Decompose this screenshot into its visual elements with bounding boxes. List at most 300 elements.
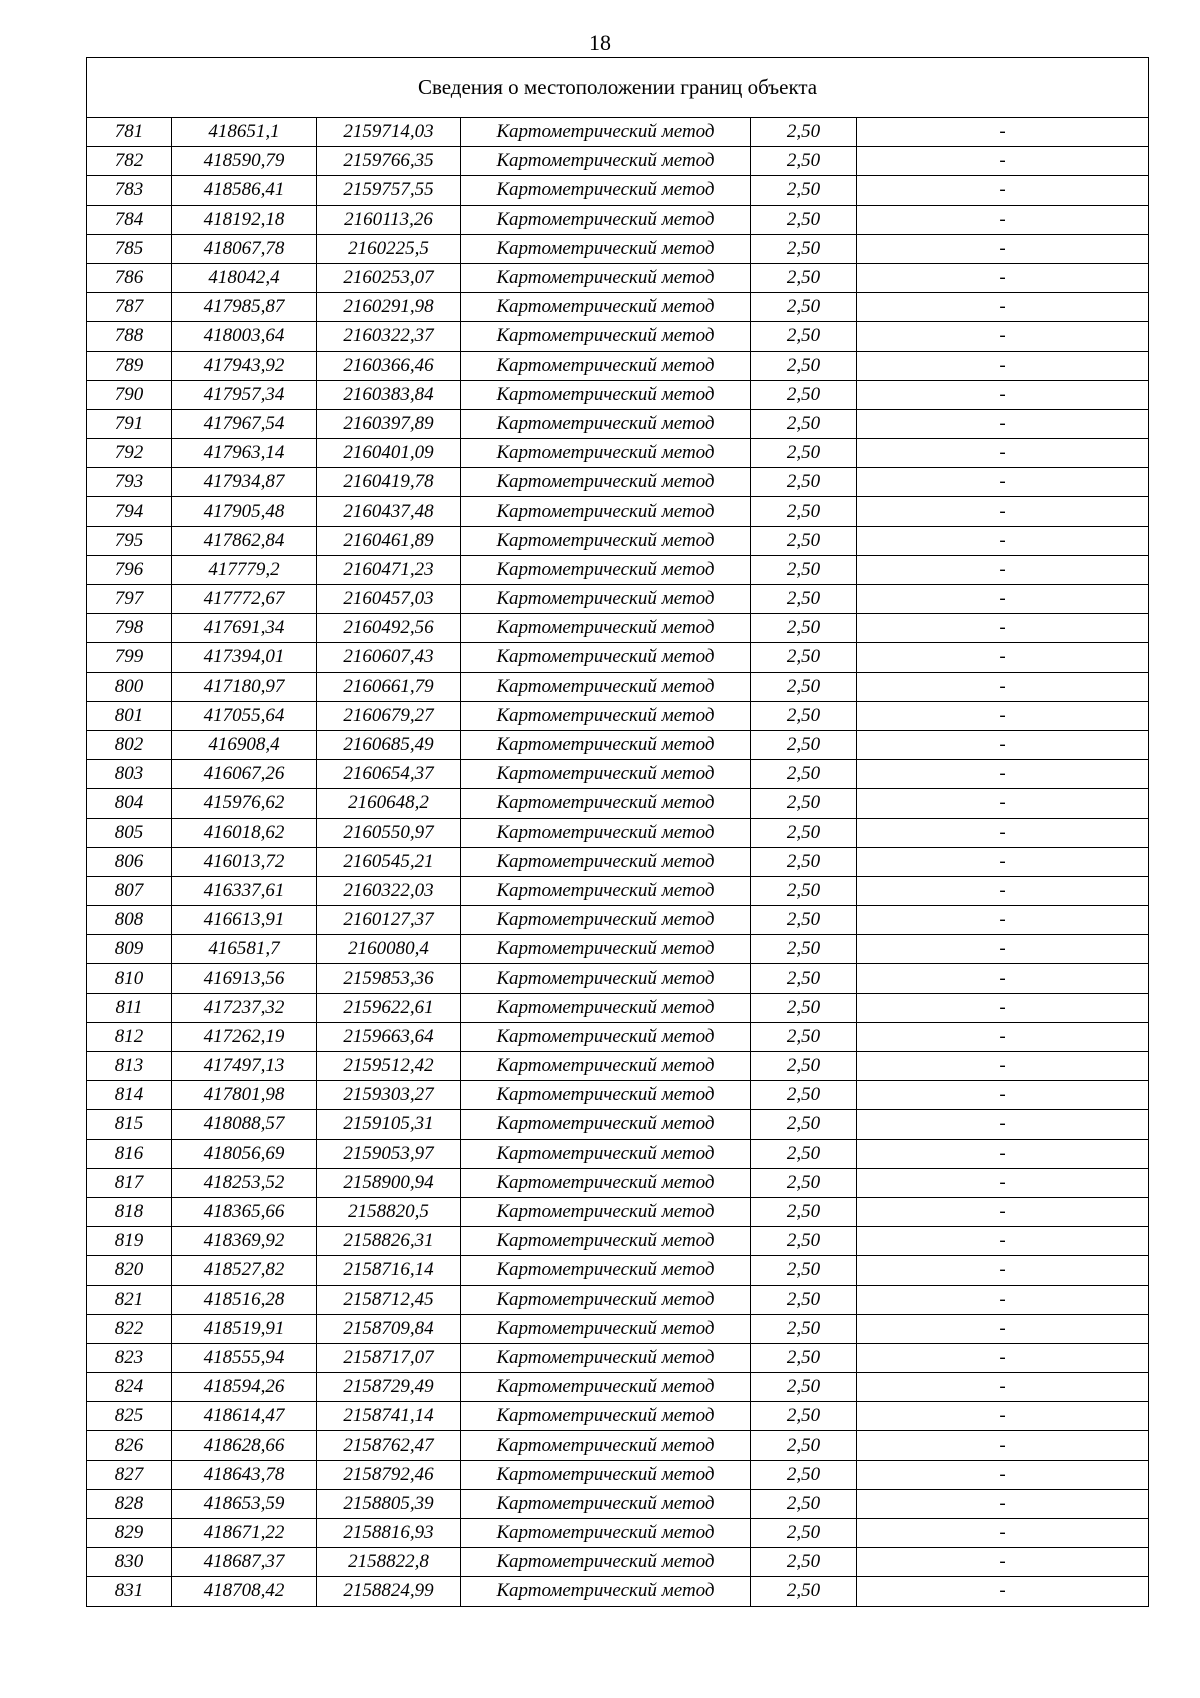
point-number-cell: 809: [87, 935, 172, 964]
y-coordinate-cell: 2160550,97: [317, 818, 461, 847]
point-number-cell: 782: [87, 147, 172, 176]
table-row: [87, 1343, 1149, 1372]
description-cell: -: [857, 1431, 1149, 1460]
description-cell: -: [857, 935, 1149, 964]
description-cell: -: [857, 234, 1149, 263]
y-coordinate-cell: 2160457,03: [317, 585, 461, 614]
method-cell: Картометрический метод: [461, 205, 751, 234]
y-coordinate-cell: 2159663,64: [317, 1022, 461, 1051]
description-cell: -: [857, 1343, 1149, 1372]
table-row: [87, 1402, 1149, 1431]
method-cell: Картометрический метод: [461, 555, 751, 584]
method-cell: Картометрический метод: [461, 234, 751, 263]
y-coordinate-cell: 2159757,55: [317, 176, 461, 205]
table-row: [87, 526, 1149, 555]
description-cell: -: [857, 1577, 1149, 1606]
description-cell: -: [857, 555, 1149, 584]
x-coordinate-cell: 417985,87: [172, 293, 317, 322]
method-cell: Картометрический метод: [461, 1431, 751, 1460]
point-number-cell: 810: [87, 964, 172, 993]
description-cell: -: [857, 906, 1149, 935]
method-cell: Картометрический метод: [461, 263, 751, 292]
y-coordinate-cell: 2160492,56: [317, 614, 461, 643]
point-number-cell: 813: [87, 1052, 172, 1081]
x-coordinate-cell: 417691,34: [172, 614, 317, 643]
description-cell: -: [857, 585, 1149, 614]
table-row: [87, 263, 1149, 292]
method-cell: Картометрический метод: [461, 847, 751, 876]
table-row: [87, 322, 1149, 351]
accuracy-cell: 2,50: [751, 1577, 857, 1606]
x-coordinate-cell: 418555,94: [172, 1343, 317, 1372]
y-coordinate-cell: 2160127,37: [317, 906, 461, 935]
accuracy-cell: 2,50: [751, 176, 857, 205]
y-coordinate-cell: 2158805,39: [317, 1489, 461, 1518]
method-cell: Картометрический метод: [461, 614, 751, 643]
description-cell: -: [857, 263, 1149, 292]
accuracy-cell: 2,50: [751, 614, 857, 643]
description-cell: -: [857, 1548, 1149, 1577]
table-row: [87, 701, 1149, 730]
table-row: [87, 1489, 1149, 1518]
y-coordinate-cell: 2160080,4: [317, 935, 461, 964]
x-coordinate-cell: 418614,47: [172, 1402, 317, 1431]
description-cell: -: [857, 380, 1149, 409]
point-number-cell: 791: [87, 409, 172, 438]
y-coordinate-cell: 2160471,23: [317, 555, 461, 584]
x-coordinate-cell: 418628,66: [172, 1431, 317, 1460]
description-cell: -: [857, 643, 1149, 672]
method-cell: Картометрический метод: [461, 1577, 751, 1606]
boundary-coordinates-table: [86, 57, 1149, 1607]
table-row: [87, 1139, 1149, 1168]
point-number-cell: 829: [87, 1519, 172, 1548]
accuracy-cell: 2,50: [751, 1519, 857, 1548]
x-coordinate-cell: 418056,69: [172, 1139, 317, 1168]
x-coordinate-cell: 415976,62: [172, 789, 317, 818]
table-row: [87, 147, 1149, 176]
x-coordinate-cell: 418365,66: [172, 1197, 317, 1226]
accuracy-cell: 2,50: [751, 497, 857, 526]
point-number-cell: 799: [87, 643, 172, 672]
y-coordinate-cell: 2160291,98: [317, 293, 461, 322]
x-coordinate-cell: 418253,52: [172, 1168, 317, 1197]
point-number-cell: 781: [87, 118, 172, 147]
point-number-cell: 787: [87, 293, 172, 322]
table-row: [87, 672, 1149, 701]
table-row: [87, 1577, 1149, 1606]
description-cell: -: [857, 1168, 1149, 1197]
accuracy-cell: 2,50: [751, 1460, 857, 1489]
point-number-cell: 824: [87, 1373, 172, 1402]
accuracy-cell: 2,50: [751, 205, 857, 234]
x-coordinate-cell: 418516,28: [172, 1285, 317, 1314]
y-coordinate-cell: 2158717,07: [317, 1343, 461, 1372]
table-row: [87, 1197, 1149, 1226]
x-coordinate-cell: 418586,41: [172, 176, 317, 205]
method-cell: Картометрический метод: [461, 1548, 751, 1577]
accuracy-cell: 2,50: [751, 730, 857, 759]
accuracy-cell: 2,50: [751, 1402, 857, 1431]
table-row: [87, 614, 1149, 643]
x-coordinate-cell: 417180,97: [172, 672, 317, 701]
table-row: [87, 876, 1149, 905]
description-cell: -: [857, 1460, 1149, 1489]
x-coordinate-cell: 418594,26: [172, 1373, 317, 1402]
description-cell: -: [857, 1110, 1149, 1139]
point-number-cell: 816: [87, 1139, 172, 1168]
y-coordinate-cell: 2158792,46: [317, 1460, 461, 1489]
table-row: [87, 234, 1149, 263]
accuracy-cell: 2,50: [751, 672, 857, 701]
point-number-cell: 821: [87, 1285, 172, 1314]
point-number-cell: 796: [87, 555, 172, 584]
table-row: [87, 439, 1149, 468]
table-row: [87, 1022, 1149, 1051]
point-number-cell: 814: [87, 1081, 172, 1110]
y-coordinate-cell: 2160322,37: [317, 322, 461, 351]
point-number-cell: 804: [87, 789, 172, 818]
accuracy-cell: 2,50: [751, 1227, 857, 1256]
accuracy-cell: 2,50: [751, 409, 857, 438]
point-number-cell: 789: [87, 351, 172, 380]
y-coordinate-cell: 2160383,84: [317, 380, 461, 409]
accuracy-cell: 2,50: [751, 1110, 857, 1139]
method-cell: Картометрический метод: [461, 1227, 751, 1256]
accuracy-cell: 2,50: [751, 1256, 857, 1285]
accuracy-cell: 2,50: [751, 1285, 857, 1314]
description-cell: -: [857, 1081, 1149, 1110]
method-cell: Картометрический метод: [461, 118, 751, 147]
y-coordinate-cell: 2160661,79: [317, 672, 461, 701]
table-row: [87, 293, 1149, 322]
table-row: [87, 1373, 1149, 1402]
table-row: [87, 964, 1149, 993]
point-number-cell: 786: [87, 263, 172, 292]
x-coordinate-cell: 416067,26: [172, 760, 317, 789]
method-cell: Картометрический метод: [461, 1489, 751, 1518]
y-coordinate-cell: 2160437,48: [317, 497, 461, 526]
point-number-cell: 794: [87, 497, 172, 526]
table-row: [87, 497, 1149, 526]
point-number-cell: 784: [87, 205, 172, 234]
table-row: [87, 1256, 1149, 1285]
description-cell: -: [857, 293, 1149, 322]
accuracy-cell: 2,50: [751, 876, 857, 905]
description-cell: -: [857, 1052, 1149, 1081]
method-cell: Картометрический метод: [461, 818, 751, 847]
method-cell: Картометрический метод: [461, 176, 751, 205]
description-cell: -: [857, 672, 1149, 701]
method-cell: Картометрический метод: [461, 789, 751, 818]
y-coordinate-cell: 2160461,89: [317, 526, 461, 555]
description-cell: -: [857, 351, 1149, 380]
point-number-cell: 819: [87, 1227, 172, 1256]
accuracy-cell: 2,50: [751, 234, 857, 263]
method-cell: Картометрический метод: [461, 526, 751, 555]
y-coordinate-cell: 2160401,09: [317, 439, 461, 468]
method-cell: Картометрический метод: [461, 993, 751, 1022]
x-coordinate-cell: 416913,56: [172, 964, 317, 993]
accuracy-cell: 2,50: [751, 701, 857, 730]
y-coordinate-cell: 2158826,31: [317, 1227, 461, 1256]
x-coordinate-cell: 417943,92: [172, 351, 317, 380]
y-coordinate-cell: 2158741,14: [317, 1402, 461, 1431]
y-coordinate-cell: 2160607,43: [317, 643, 461, 672]
x-coordinate-cell: 417967,54: [172, 409, 317, 438]
description-cell: -: [857, 1197, 1149, 1226]
description-cell: -: [857, 1519, 1149, 1548]
y-coordinate-cell: 2159714,03: [317, 118, 461, 147]
accuracy-cell: 2,50: [751, 468, 857, 497]
description-cell: -: [857, 789, 1149, 818]
y-coordinate-cell: 2159105,31: [317, 1110, 461, 1139]
y-coordinate-cell: 2159766,35: [317, 147, 461, 176]
x-coordinate-cell: 417779,2: [172, 555, 317, 584]
accuracy-cell: 2,50: [751, 1314, 857, 1343]
point-number-cell: 811: [87, 993, 172, 1022]
x-coordinate-cell: 417394,01: [172, 643, 317, 672]
table-body: [87, 118, 1149, 1607]
y-coordinate-cell: 2158816,93: [317, 1519, 461, 1548]
point-number-cell: 806: [87, 847, 172, 876]
method-cell: Картометрический метод: [461, 643, 751, 672]
description-cell: -: [857, 876, 1149, 905]
y-coordinate-cell: 2160685,49: [317, 730, 461, 759]
point-number-cell: 825: [87, 1402, 172, 1431]
x-coordinate-cell: 416337,61: [172, 876, 317, 905]
x-coordinate-cell: 418042,4: [172, 263, 317, 292]
x-coordinate-cell: 417957,34: [172, 380, 317, 409]
y-coordinate-cell: 2160322,03: [317, 876, 461, 905]
method-cell: Картометрический метод: [461, 1343, 751, 1372]
point-number-cell: 798: [87, 614, 172, 643]
table-row: [87, 760, 1149, 789]
description-cell: -: [857, 1256, 1149, 1285]
point-number-cell: 792: [87, 439, 172, 468]
x-coordinate-cell: 417963,14: [172, 439, 317, 468]
x-coordinate-cell: 416013,72: [172, 847, 317, 876]
x-coordinate-cell: 418653,59: [172, 1489, 317, 1518]
table-title-row: [87, 58, 1149, 118]
method-cell: Картометрический метод: [461, 409, 751, 438]
point-number-cell: 805: [87, 818, 172, 847]
table-row: [87, 1227, 1149, 1256]
table-row: [87, 1314, 1149, 1343]
x-coordinate-cell: 417055,64: [172, 701, 317, 730]
y-coordinate-cell: 2159512,42: [317, 1052, 461, 1081]
accuracy-cell: 2,50: [751, 1343, 857, 1372]
accuracy-cell: 2,50: [751, 322, 857, 351]
description-cell: -: [857, 497, 1149, 526]
description-cell: -: [857, 409, 1149, 438]
accuracy-cell: 2,50: [751, 760, 857, 789]
y-coordinate-cell: 2158716,14: [317, 1256, 461, 1285]
method-cell: Картометрический метод: [461, 760, 751, 789]
description-cell: -: [857, 118, 1149, 147]
table-title: Сведения о местоположении границ объекта: [87, 58, 1149, 118]
accuracy-cell: 2,50: [751, 906, 857, 935]
x-coordinate-cell: 417772,67: [172, 585, 317, 614]
method-cell: Картометрический метод: [461, 439, 751, 468]
point-number-cell: 826: [87, 1431, 172, 1460]
table-row: [87, 906, 1149, 935]
method-cell: Картометрический метод: [461, 1168, 751, 1197]
accuracy-cell: 2,50: [751, 847, 857, 876]
point-number-cell: 820: [87, 1256, 172, 1285]
accuracy-cell: 2,50: [751, 935, 857, 964]
description-cell: -: [857, 1402, 1149, 1431]
x-coordinate-cell: 416018,62: [172, 818, 317, 847]
accuracy-cell: 2,50: [751, 555, 857, 584]
table-row: [87, 1548, 1149, 1577]
method-cell: Картометрический метод: [461, 293, 751, 322]
y-coordinate-cell: 2159303,27: [317, 1081, 461, 1110]
accuracy-cell: 2,50: [751, 293, 857, 322]
x-coordinate-cell: 418590,79: [172, 147, 317, 176]
y-coordinate-cell: 2160654,37: [317, 760, 461, 789]
x-coordinate-cell: 418651,1: [172, 118, 317, 147]
method-cell: Картометрический метод: [461, 701, 751, 730]
x-coordinate-cell: 417262,19: [172, 1022, 317, 1051]
description-cell: -: [857, 1373, 1149, 1402]
point-number-cell: 827: [87, 1460, 172, 1489]
x-coordinate-cell: 417801,98: [172, 1081, 317, 1110]
y-coordinate-cell: 2158709,84: [317, 1314, 461, 1343]
method-cell: Картометрический метод: [461, 585, 751, 614]
table-row: [87, 993, 1149, 1022]
table-row: [87, 789, 1149, 818]
description-cell: -: [857, 1489, 1149, 1518]
method-cell: Картометрический метод: [461, 322, 751, 351]
table-row: [87, 380, 1149, 409]
accuracy-cell: 2,50: [751, 1052, 857, 1081]
description-cell: -: [857, 993, 1149, 1022]
table-row: [87, 351, 1149, 380]
method-cell: Картометрический метод: [461, 1139, 751, 1168]
x-coordinate-cell: 418687,37: [172, 1548, 317, 1577]
y-coordinate-cell: 2158762,47: [317, 1431, 461, 1460]
y-coordinate-cell: 2160648,2: [317, 789, 461, 818]
description-cell: -: [857, 205, 1149, 234]
accuracy-cell: 2,50: [751, 1373, 857, 1402]
method-cell: Картометрический метод: [461, 730, 751, 759]
point-number-cell: 808: [87, 906, 172, 935]
description-cell: -: [857, 1139, 1149, 1168]
accuracy-cell: 2,50: [751, 526, 857, 555]
accuracy-cell: 2,50: [751, 263, 857, 292]
point-number-cell: 822: [87, 1314, 172, 1343]
method-cell: Картометрический метод: [461, 1052, 751, 1081]
y-coordinate-cell: 2158822,8: [317, 1548, 461, 1577]
description-cell: -: [857, 1285, 1149, 1314]
method-cell: Картометрический метод: [461, 1402, 751, 1431]
point-number-cell: 831: [87, 1577, 172, 1606]
point-number-cell: 795: [87, 526, 172, 555]
x-coordinate-cell: 418192,18: [172, 205, 317, 234]
table-row: [87, 468, 1149, 497]
description-cell: -: [857, 701, 1149, 730]
point-number-cell: 800: [87, 672, 172, 701]
method-cell: Картометрический метод: [461, 964, 751, 993]
table-row: [87, 1285, 1149, 1314]
accuracy-cell: 2,50: [751, 147, 857, 176]
x-coordinate-cell: 418369,92: [172, 1227, 317, 1256]
point-number-cell: 807: [87, 876, 172, 905]
method-cell: Картометрический метод: [461, 1460, 751, 1489]
method-cell: Картометрический метод: [461, 672, 751, 701]
accuracy-cell: 2,50: [751, 818, 857, 847]
y-coordinate-cell: 2160225,5: [317, 234, 461, 263]
description-cell: -: [857, 818, 1149, 847]
table-row: [87, 176, 1149, 205]
table-row: [87, 818, 1149, 847]
y-coordinate-cell: 2159053,97: [317, 1139, 461, 1168]
y-coordinate-cell: 2160366,46: [317, 351, 461, 380]
x-coordinate-cell: 418708,42: [172, 1577, 317, 1606]
x-coordinate-cell: 418088,57: [172, 1110, 317, 1139]
table-row: [87, 205, 1149, 234]
table-row: [87, 1110, 1149, 1139]
method-cell: Картометрический метод: [461, 1285, 751, 1314]
method-cell: Картометрический метод: [461, 1256, 751, 1285]
accuracy-cell: 2,50: [751, 789, 857, 818]
x-coordinate-cell: 417934,87: [172, 468, 317, 497]
method-cell: Картометрический метод: [461, 1314, 751, 1343]
point-number-cell: 818: [87, 1197, 172, 1226]
y-coordinate-cell: 2158729,49: [317, 1373, 461, 1402]
method-cell: Картометрический метод: [461, 876, 751, 905]
accuracy-cell: 2,50: [751, 964, 857, 993]
method-cell: Картометрический метод: [461, 468, 751, 497]
point-number-cell: 828: [87, 1489, 172, 1518]
accuracy-cell: 2,50: [751, 351, 857, 380]
description-cell: -: [857, 176, 1149, 205]
x-coordinate-cell: 417862,84: [172, 526, 317, 555]
table-row: [87, 118, 1149, 147]
point-number-cell: 790: [87, 380, 172, 409]
x-coordinate-cell: 418519,91: [172, 1314, 317, 1343]
point-number-cell: 797: [87, 585, 172, 614]
description-cell: -: [857, 964, 1149, 993]
accuracy-cell: 2,50: [751, 993, 857, 1022]
table-row: [87, 555, 1149, 584]
x-coordinate-cell: 418067,78: [172, 234, 317, 263]
method-cell: Картометрический метод: [461, 935, 751, 964]
description-cell: -: [857, 322, 1149, 351]
accuracy-cell: 2,50: [751, 1431, 857, 1460]
page-number: 18: [589, 30, 611, 55]
accuracy-cell: 2,50: [751, 1168, 857, 1197]
table-row: [87, 1460, 1149, 1489]
accuracy-cell: 2,50: [751, 1489, 857, 1518]
point-number-cell: 817: [87, 1168, 172, 1197]
accuracy-cell: 2,50: [751, 643, 857, 672]
accuracy-cell: 2,50: [751, 439, 857, 468]
description-cell: -: [857, 1227, 1149, 1256]
method-cell: Картометрический метод: [461, 906, 751, 935]
table-row: [87, 585, 1149, 614]
y-coordinate-cell: 2160397,89: [317, 409, 461, 438]
method-cell: Картометрический метод: [461, 1373, 751, 1402]
table-row: [87, 847, 1149, 876]
method-cell: Картометрический метод: [461, 497, 751, 526]
table-row: [87, 1052, 1149, 1081]
description-cell: -: [857, 1314, 1149, 1343]
y-coordinate-cell: 2158900,94: [317, 1168, 461, 1197]
x-coordinate-cell: 416613,91: [172, 906, 317, 935]
table-row: [87, 730, 1149, 759]
